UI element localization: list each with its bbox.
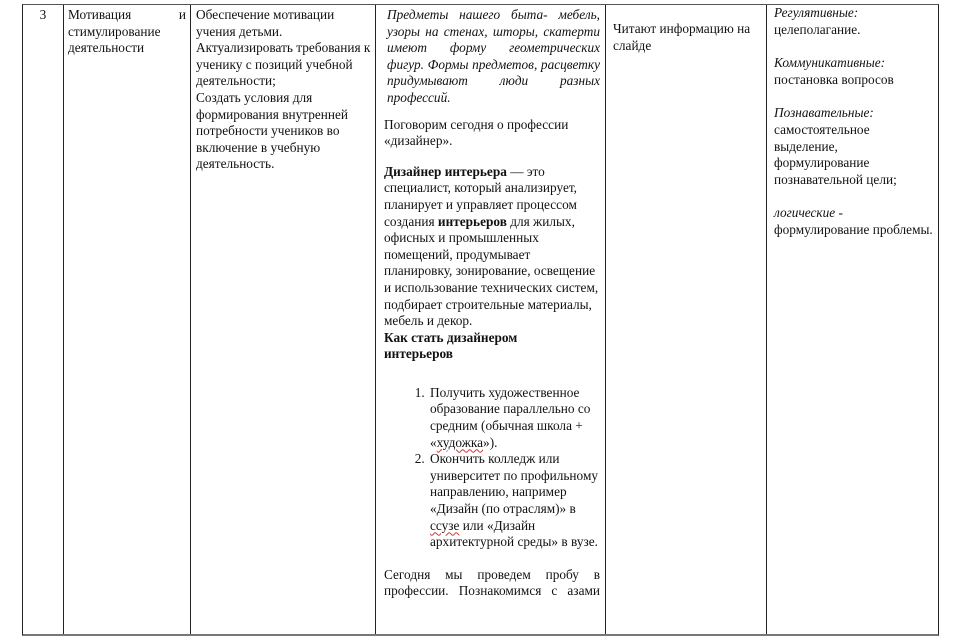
- student-activity-text: Читают информацию на слайде: [613, 21, 751, 53]
- definition-text-a: — это специалист, который анализирует, планирует и управляет процессом создания: [384, 163, 577, 229]
- goals-cell: [191, 5, 376, 634]
- teacher-activity-cell: [376, 5, 606, 634]
- row-number-cell: [23, 5, 64, 634]
- student-activity-cell: [606, 5, 767, 634]
- uud-value-logical: формулирование проблемы.: [774, 221, 933, 237]
- uud-value-cognitive: самостоятельное выделение, формулирование познавательной цели;: [774, 121, 897, 187]
- uud-value-regulative: целеполагание.: [774, 21, 861, 37]
- step-text: »).: [483, 434, 498, 450]
- stage-cell: [64, 5, 191, 634]
- step-text: или «Дизайн архитектурной среды» в вузе.: [430, 517, 598, 550]
- uud-cell: [767, 5, 937, 634]
- uud-value-communicative: постановка вопросов: [774, 71, 894, 87]
- stage-conj: и: [178, 7, 186, 22]
- stage-line1: [68, 7, 186, 24]
- spellcheck-flag: художка: [436, 434, 484, 450]
- step-item: [428, 451, 598, 551]
- step-text: Получить художественное образование параллельно со средним (обычная школа + «: [430, 384, 591, 450]
- definition-term2: интерьеров: [437, 213, 507, 229]
- row-number: 3: [39, 7, 47, 22]
- uud-label-cognitive: Познавательные:: [774, 105, 874, 121]
- step-text: Окончить колледж или университет по профильному направлению, например «Дизайн (по отраслям)» в: [430, 451, 599, 517]
- how-to-heading: Как стать дизайнером интерьеров: [384, 329, 518, 362]
- steps-list: [384, 385, 600, 551]
- step-item: [428, 385, 598, 451]
- definition-term: Дизайнер интерьера: [384, 163, 507, 179]
- intro-text: Предметы нашего быта- мебель, узоры на стенах, шторы, скатерти имеют форму геометрических фигур. Формы предметов, расцветку придумывают люди разных профессий.: [387, 7, 600, 105]
- goal-item: Обеспечение мотивации учения детьми.: [196, 7, 335, 39]
- talk-text: Поговорим сегодня о профессии «дизайнер».: [384, 116, 569, 149]
- spellcheck-flag: ссузе: [430, 517, 460, 533]
- definition-text: [384, 164, 600, 330]
- lesson-plan-table: [22, 4, 939, 636]
- stage-rest: стимулирование деятельности: [68, 23, 161, 56]
- stage-word: Мотивация: [68, 7, 132, 22]
- goal-item: Актуализировать требования к ученику с позиций учебной деятельности;: [196, 40, 371, 89]
- definition-text-b: для жилых, офисных и промышленных помещений, продумывает планировку, зонирование, освещение и использование технических систем, подбирает строительные материалы, мебель и декор.: [384, 213, 599, 329]
- uud-label-communicative: Коммуникативные:: [774, 55, 886, 71]
- uud-label-logical: логические -: [774, 205, 843, 221]
- goal-item: Создать условия для формирования внутренней потребности учеников во включение в учебную деятельность.: [196, 89, 349, 172]
- closing-text: Сегодня мы проведем пробу в профессии. Познакомимся с азами: [384, 566, 600, 599]
- uud-label-regulative: Регулятивные:: [774, 5, 859, 20]
